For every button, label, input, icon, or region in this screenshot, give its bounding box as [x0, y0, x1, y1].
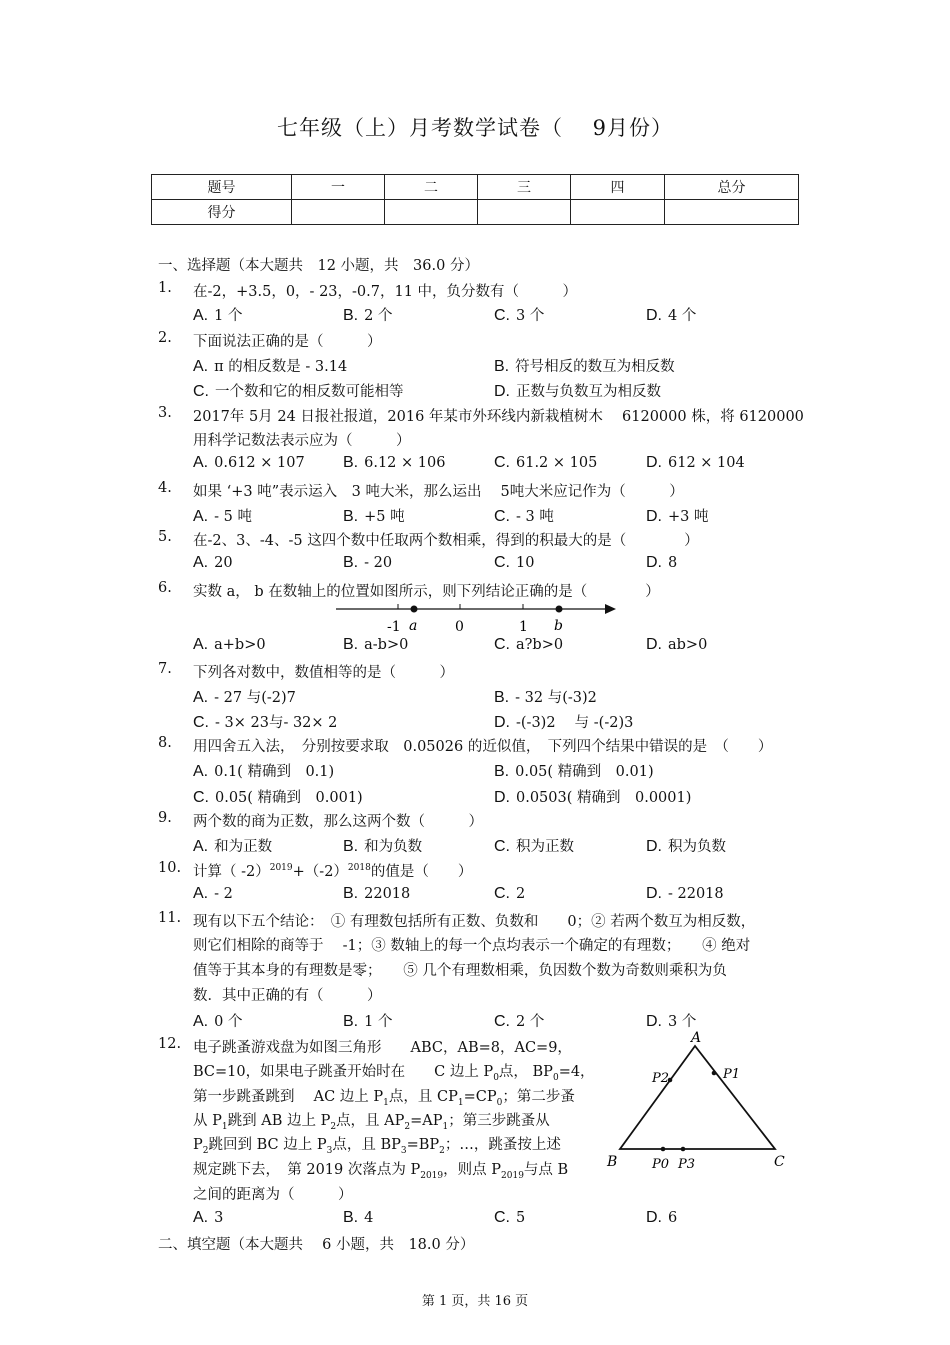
stem-text: 从 P: [193, 1113, 222, 1129]
option-text: 0.05( 精确到 0.01): [515, 764, 654, 780]
stem-text: ；…，跳蚤按上述: [444, 1137, 561, 1153]
page-footer: 第 1 页，共 16 页: [421, 1294, 529, 1309]
option-text: 积为正数: [516, 839, 574, 855]
stem-text: ，则点 P: [443, 1162, 502, 1178]
option-text: -(-3)2 与 -(-2)3: [516, 715, 634, 731]
option-text: 0 个: [214, 1014, 243, 1030]
question-stem: 实数 a， b 在数轴上的位置如图所示，则下列结论正确的是（ ）: [193, 584, 660, 600]
table-cell: 题号: [152, 175, 292, 200]
option-d: [494, 786, 691, 807]
option-letter: C.: [494, 554, 510, 571]
option-text: +5 吨: [364, 509, 405, 525]
option-letter: A.: [193, 454, 209, 471]
option-letter: D.: [646, 1013, 662, 1030]
question-stem: 如果 ‘+3 吨”表示运入 3 吨大米，那么运出 5吨大米应记作为（ ）: [193, 484, 684, 500]
question-stem: 电子跳蚤游戏盘为如图三角形 ABC，AB=8，AC=9，: [193, 1040, 572, 1056]
option-c: [494, 636, 563, 654]
option-text: 10: [516, 555, 535, 571]
option-letter: B.: [494, 763, 510, 780]
option-text: 6.12 × 106: [364, 455, 446, 471]
option-c: [193, 711, 337, 732]
option-letter: A.: [193, 307, 209, 324]
option-letter: B.: [343, 1013, 359, 1030]
stem-text: 计算（ -2）: [193, 864, 270, 880]
option-b: [343, 885, 410, 903]
option-text: 和为正数: [214, 839, 273, 855]
exponent: 2018: [347, 863, 371, 874]
option-text: - 22018: [668, 886, 724, 902]
option-d: [646, 454, 745, 472]
option-letter: A.: [193, 885, 209, 902]
option-c: [494, 835, 574, 856]
option-text: 正数与负数互为相反数: [516, 384, 661, 400]
question-stem-line: 用科学记数法表示应为（ ）: [193, 433, 411, 449]
question-stem-line: [193, 1158, 568, 1181]
option-text: 3 个: [516, 308, 545, 324]
question-number: 4.: [158, 480, 172, 496]
subscript: 1: [457, 1097, 464, 1108]
option-letter: C.: [494, 454, 510, 471]
subscript: 1: [383, 1097, 389, 1108]
subscript: 2: [404, 1121, 411, 1132]
option-b: [343, 1010, 392, 1031]
option-a: [193, 355, 347, 376]
option-letter: A.: [193, 838, 209, 855]
table-cell: 一: [292, 175, 385, 200]
option-text: π 的相反数是 - 3.14: [214, 359, 348, 375]
table-cell: [665, 200, 799, 225]
option-letter: A.: [193, 689, 209, 706]
subscript: 2: [439, 1145, 445, 1156]
subscript: 0: [493, 1072, 499, 1083]
tick-label: 1: [519, 619, 528, 635]
option-text: 积为负数: [668, 839, 726, 855]
option-text: 2 个: [516, 1014, 545, 1030]
option-text: 3 个: [668, 1014, 697, 1030]
stem-text: 点，且 CP: [388, 1089, 458, 1105]
option-a: [193, 835, 272, 856]
option-letter: B.: [343, 1209, 359, 1226]
option-b: [343, 636, 408, 654]
stem-text: P: [193, 1137, 203, 1153]
vertex-label: B: [607, 1154, 618, 1170]
question-stem: 在-2，+3.5，0，- 23，-0.7，11 中，负分数有（ ）: [193, 284, 578, 300]
option-letter: B.: [343, 838, 359, 855]
vertex-label: A: [691, 1030, 702, 1046]
option-text: ab>0: [668, 637, 708, 653]
subscript: 0: [496, 1097, 503, 1108]
option-c: [494, 1010, 544, 1031]
stem-text: 第一步跳蚤跳到 AC 边上 P: [193, 1089, 384, 1105]
option-d: [494, 380, 661, 401]
question-stem-line: 数．其中正确的有（ ）: [193, 988, 382, 1004]
option-c: [193, 380, 404, 401]
option-letter: C.: [494, 307, 510, 324]
option-letter: A.: [193, 358, 209, 375]
option-text: 0.0503( 精确到 0.0001): [516, 790, 692, 806]
option-b: [343, 835, 422, 856]
option-text: - 3× 23与- 32× 2: [215, 715, 338, 731]
option-d: [646, 554, 677, 572]
option-letter: B.: [343, 508, 359, 525]
question-stem-line: 之间的距离为（ ）: [193, 1187, 353, 1203]
table-cell: 得分: [152, 200, 292, 225]
option-letter: A.: [193, 554, 209, 571]
page-title: 七年级（上）月考数学试卷（ 9月份）: [276, 116, 674, 140]
option-a: [193, 454, 305, 472]
stem-text: 的值是（ ）: [370, 864, 473, 880]
option-a: [193, 636, 266, 654]
option-a: [193, 554, 233, 572]
subscript: 3: [400, 1145, 407, 1156]
option-text: 4 个: [668, 308, 697, 324]
score-table: [151, 174, 799, 225]
option-text: 2: [516, 886, 526, 902]
option-letter: B.: [343, 636, 359, 653]
stem-text: 规定跳下去， 第 2019 次落点为 P: [193, 1162, 421, 1178]
question-stem: 2017年 5月 24 日报社报道，2016 年某市外环线内新栽植树木 6120000 株，将 6120000: [193, 409, 804, 425]
option-letter: C.: [193, 714, 209, 731]
option-b: [494, 760, 654, 781]
section-heading-fill: 二、填空题（本大题共 6 小题，共 18.0 分）: [158, 1237, 475, 1253]
option-letter: C.: [494, 1209, 510, 1226]
subscript: 2019: [501, 1170, 524, 1181]
option-b: [343, 454, 445, 472]
option-letter: D.: [646, 508, 662, 525]
option-letter: A.: [193, 636, 209, 653]
question-number: 1.: [158, 280, 172, 296]
option-letter: C.: [494, 636, 510, 653]
option-text: 0.1( 精确到 0.1): [214, 764, 335, 780]
option-d: [646, 835, 726, 856]
tick-label: 0: [455, 619, 464, 635]
option-letter: C.: [193, 789, 209, 806]
question-stem: 现有以下五个结论： ① 有理数包括所有正数、负数和 0；② 若两个数互为相反数，: [193, 914, 756, 930]
option-letter: C.: [494, 885, 510, 902]
stem-text: 与点 B: [523, 1162, 569, 1178]
option-letter: D.: [494, 383, 510, 400]
question-stem: [193, 860, 472, 881]
table-cell: 四: [571, 175, 665, 200]
option-c: [193, 786, 363, 807]
triangle-abc: [620, 1046, 775, 1149]
table-cell: [385, 200, 478, 225]
option-letter: B.: [343, 307, 359, 324]
option-text: - 5 吨: [214, 509, 252, 525]
score-table-header-row: [152, 175, 799, 200]
question-stem-line: 值等于其本身的有理数是零； ⑤ 几个有理数相乘，负因数个数为奇数则乘积为负: [193, 963, 727, 979]
table-cell: 二: [385, 175, 478, 200]
option-text: 3: [214, 1210, 224, 1226]
option-text: 和为负数: [364, 839, 423, 855]
question-number: 6.: [158, 580, 172, 596]
tick-label: a: [409, 618, 418, 634]
vertex-label: C: [774, 1154, 785, 1170]
table-cell: [478, 200, 571, 225]
option-a: [193, 1209, 223, 1227]
question-stem: 两个数的商为正数，那么这两个数（ ）: [193, 814, 483, 830]
option-text: - 3 吨: [516, 509, 554, 525]
point-p0: [661, 1147, 666, 1152]
option-d: [646, 1010, 696, 1031]
option-a: [193, 304, 242, 325]
stem-text: 点，且 BP: [332, 1137, 401, 1153]
stem-text: 跳回到 BC 边上 P: [208, 1137, 327, 1153]
option-letter: D.: [646, 454, 662, 471]
option-letter: A.: [193, 1209, 209, 1226]
option-text: 2 个: [364, 308, 393, 324]
option-d: [646, 304, 696, 325]
question-stem-line: 则它们相除的商等于 -1；③ 数轴上的每一个点均表示一个确定的有理数； ④ 绝对: [193, 938, 751, 954]
option-d: [646, 636, 707, 654]
tick-label: -1: [387, 619, 401, 635]
question-number: 5.: [158, 529, 172, 545]
subscript: 2: [330, 1121, 337, 1132]
table-cell: 总分: [665, 175, 799, 200]
point-a: [411, 606, 418, 613]
option-d: [646, 885, 724, 903]
question-number: 3.: [158, 405, 172, 421]
stem-text: 点，且 AP: [336, 1113, 405, 1129]
option-b: [343, 1209, 373, 1227]
tick-label: b: [554, 618, 563, 634]
stem-text: ；第三步跳蚤从: [448, 1113, 550, 1129]
option-text: - 20: [364, 555, 393, 571]
stem-text: BC=10，如果电子跳蚤开始时在 C 边上 P: [193, 1064, 494, 1080]
option-a: [193, 1010, 242, 1031]
question-number: 2.: [158, 330, 172, 346]
option-letter: C.: [494, 508, 510, 525]
stem-text: 点， BP: [498, 1064, 553, 1080]
subscript: 0: [552, 1072, 559, 1083]
option-b: [343, 554, 392, 572]
option-text: a-b>0: [364, 637, 409, 653]
stem-text: 跳到 AB 边上 P: [227, 1113, 331, 1129]
subscript: 2019: [420, 1170, 444, 1181]
question-stem-line: [193, 1085, 575, 1108]
question-stem: 在-2、3、-4、-5 这四个数中任取两个数相乘，得到的积最大的是（ ）: [193, 533, 699, 549]
option-text: - 2: [214, 886, 233, 902]
option-text: 61.2 × 105: [516, 455, 598, 471]
option-text: 一个数和它的相反数可能相等: [215, 384, 404, 400]
option-text: 6: [668, 1210, 678, 1226]
option-text: - 32 与(-3)2: [515, 690, 597, 706]
option-letter: A.: [193, 763, 209, 780]
question-stem: 用四舍五入法， 分别按要求取 0.05026 的近似值， 下列四个结果中错误的是 （ ）: [193, 739, 773, 755]
option-text: 22018: [364, 886, 411, 902]
option-text: 4: [364, 1210, 374, 1226]
option-text: - 27 与(-2)7: [214, 690, 296, 706]
option-letter: D.: [646, 636, 662, 653]
option-b: [494, 686, 597, 707]
option-a: [193, 505, 252, 526]
option-letter: D.: [646, 885, 662, 902]
question-stem-line: [193, 1109, 550, 1132]
option-c: [494, 1209, 525, 1227]
point-label: P1: [723, 1067, 741, 1082]
arrow-icon: [605, 604, 616, 614]
question-number: 12.: [158, 1036, 182, 1052]
option-c: [494, 505, 554, 526]
option-letter: C.: [494, 838, 510, 855]
point-b: [556, 606, 563, 613]
stem-text: =4，: [558, 1064, 595, 1080]
subscript: 3: [326, 1145, 333, 1156]
option-letter: B.: [343, 885, 359, 902]
option-text: a+b>0: [214, 637, 266, 653]
subscript: 1: [221, 1121, 228, 1132]
point-p1: [712, 1071, 717, 1076]
option-letter: D.: [494, 714, 510, 731]
option-text: 0.612 × 107: [214, 455, 305, 471]
option-a: [193, 686, 296, 707]
question-number: 9.: [158, 810, 172, 826]
point-p3: [681, 1147, 686, 1152]
question-stem: 下列各对数中，数值相等的是（ ）: [193, 665, 454, 681]
question-number: 11.: [158, 910, 182, 926]
option-text: +3 吨: [668, 509, 709, 525]
option-letter: A.: [193, 1013, 209, 1030]
option-letter: B.: [343, 454, 359, 471]
exponent: 2019: [269, 863, 293, 874]
triangle-figure: [600, 1030, 800, 1178]
question-number: 7.: [158, 661, 172, 677]
option-text: 1 个: [364, 1014, 393, 1030]
option-text: 1 个: [214, 308, 243, 324]
option-d: [646, 505, 708, 526]
option-letter: B.: [343, 554, 359, 571]
option-c: [494, 554, 534, 572]
table-cell: [292, 200, 385, 225]
score-table-row: [152, 200, 799, 225]
stem-text: =AP: [410, 1113, 443, 1129]
option-b: [343, 505, 405, 526]
option-a: [193, 885, 233, 903]
number-line-figure: [330, 598, 620, 638]
option-text: 8: [668, 555, 678, 571]
subscript: 1: [442, 1121, 449, 1132]
option-letter: B.: [494, 358, 510, 375]
option-d: [646, 1209, 677, 1227]
option-d: [494, 711, 633, 732]
option-letter: D.: [646, 1209, 662, 1226]
option-c: [494, 454, 597, 472]
option-text: 5: [516, 1210, 526, 1226]
stem-text: ；第二步蚤: [502, 1089, 575, 1105]
option-letter: C.: [193, 383, 209, 400]
option-letter: A.: [193, 508, 209, 525]
option-text: a?b>0: [516, 637, 564, 653]
point-label: P3: [678, 1157, 696, 1172]
option-b: [494, 355, 675, 376]
question-stem-line: [193, 1133, 561, 1156]
section-heading-choice: 一、选择题（本大题共 12 小题，共 36.0 分）: [158, 258, 479, 274]
subscript: 2: [202, 1145, 209, 1156]
option-letter: D.: [494, 789, 510, 806]
stem-text: =CP: [463, 1089, 497, 1105]
table-cell: 三: [478, 175, 571, 200]
stem-text: +（-2）: [292, 864, 348, 880]
option-letter: B.: [494, 689, 510, 706]
option-letter: D.: [646, 307, 662, 324]
question-stem: 下面说法正确的是（ ）: [193, 334, 382, 350]
option-letter: D.: [646, 554, 662, 571]
option-c: [494, 885, 525, 903]
option-b: [343, 304, 392, 325]
point-label: P2: [652, 1071, 670, 1086]
question-stem-line: [193, 1060, 595, 1083]
option-text: 612 × 104: [668, 455, 745, 471]
question-number: 8.: [158, 735, 172, 751]
option-letter: C.: [494, 1013, 510, 1030]
table-cell: [571, 200, 665, 225]
option-text: 符号相反的数互为相反数: [515, 359, 675, 375]
option-text: 20: [214, 555, 233, 571]
option-c: [494, 304, 544, 325]
point-label: P0: [652, 1157, 670, 1172]
option-a: [193, 760, 334, 781]
option-letter: D.: [646, 838, 662, 855]
question-number: 10.: [158, 860, 182, 876]
option-text: 0.05( 精确到 0.001): [215, 790, 363, 806]
stem-text: =BP: [406, 1137, 440, 1153]
